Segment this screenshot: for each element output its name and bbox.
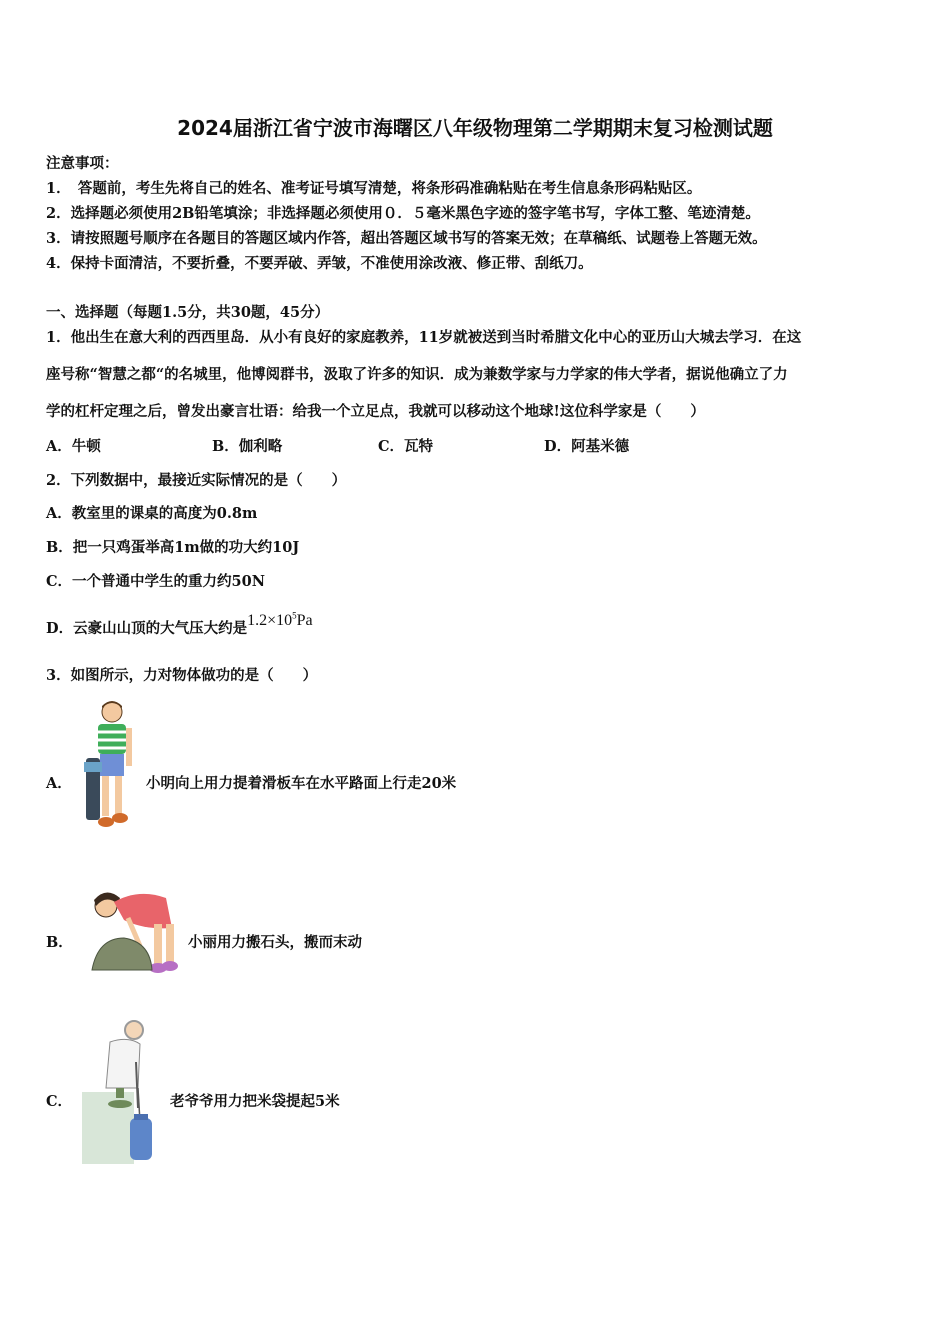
page-title: 2024届浙江省宁波市海曙区八年级物理第二学期期末复习检测试题 xyxy=(177,116,773,140)
q3-option-c-label[interactable]: C． xyxy=(46,1093,73,1110)
notice-item: 4．保持卡面清洁，不要折叠，不要弄破、弄皱，不准使用涂改液、修正带、刮纸刀。 xyxy=(46,255,593,272)
q1-stem-line: 学的杠杆定理之后，曾发出豪言壮语：给我一个立足点，我就可以移动这个地球!这位科学家是（ ） xyxy=(46,403,705,420)
q2-option-d-text: D．云豪山山顶的大气压大约是 xyxy=(46,620,248,637)
notice-heading: 注意事项： xyxy=(46,155,119,172)
q2-option-d[interactable] xyxy=(46,610,313,638)
q1-option-b[interactable]: B．伽利略 xyxy=(212,438,283,455)
q3-option-a-label[interactable]: A． xyxy=(46,775,72,792)
q2-option-a[interactable]: A．教室里的课桌的高度为0.8m xyxy=(46,505,258,522)
notice-item: 2．选择题必须使用2B铅笔填涂；非选择题必须使用０．５毫米黑色字迹的签字笔书写，字体工整、笔迹清楚。 xyxy=(46,205,760,222)
q3-option-b-text: 小丽用力搬石头，搬而末动 xyxy=(188,934,362,951)
q1-options xyxy=(46,435,629,456)
q3-option-c-text: 老爷爷用力把米袋提起5米 xyxy=(170,1093,340,1110)
q2-stem: 2．下列数据中，最接近实际情况的是（ ） xyxy=(46,472,347,489)
notice-item: 3．请按照题号顺序在各题目的答题区域内作答，超出答题区域书写的答案无效；在草稿纸、试题卷上答题无效。 xyxy=(46,230,767,247)
notice-item: 1． 答题前，考生先将自己的姓名、准考证号填写清楚，将条形码准确粘贴在考生信息条形码粘贴区。 xyxy=(46,180,702,197)
pressure-formula: $1.2\times 10^5Pa$ xyxy=(247,610,313,629)
q1-stem-line: 1．他出生在意大利的西西里岛．从小有良好的家庭教养，11岁就被送到当时希腊文化中心的亚历山大城去学习．在这 xyxy=(46,329,802,346)
q3-option-b-label[interactable]: B． xyxy=(46,934,73,951)
section-heading: 一、选择题（每题1.5分，共30题，45分） xyxy=(46,304,330,321)
q3-stem: 3．如图所示，力对物体做功的是（ ） xyxy=(46,667,318,684)
q1-option-a[interactable]: A．牛顿 xyxy=(46,438,101,455)
q2-option-c[interactable]: C．一个普通中学生的重力约50N xyxy=(46,573,265,590)
q1-option-d[interactable]: D．阿基米德 xyxy=(544,438,630,455)
q1-stem-line: 座号称“智慧之都“的名城里，他博阅群书，汲取了许多的知识．成为兼数学家与力学家的伟大学者，据说他确立了力 xyxy=(46,366,788,383)
q3-option-a-text: 小明向上用力提着滑板车在水平路面上行走20米 xyxy=(146,775,457,792)
grandpa-lifting-rice-bag-figure xyxy=(82,1018,164,1166)
q1-option-c[interactable]: C．瓦特 xyxy=(378,438,434,455)
q2-option-b[interactable]: B．把一只鸡蛋举高1m做的功大约10J xyxy=(46,539,300,556)
girl-lifting-stone-figure xyxy=(84,880,184,978)
boy-with-scooter-figure xyxy=(80,698,140,838)
